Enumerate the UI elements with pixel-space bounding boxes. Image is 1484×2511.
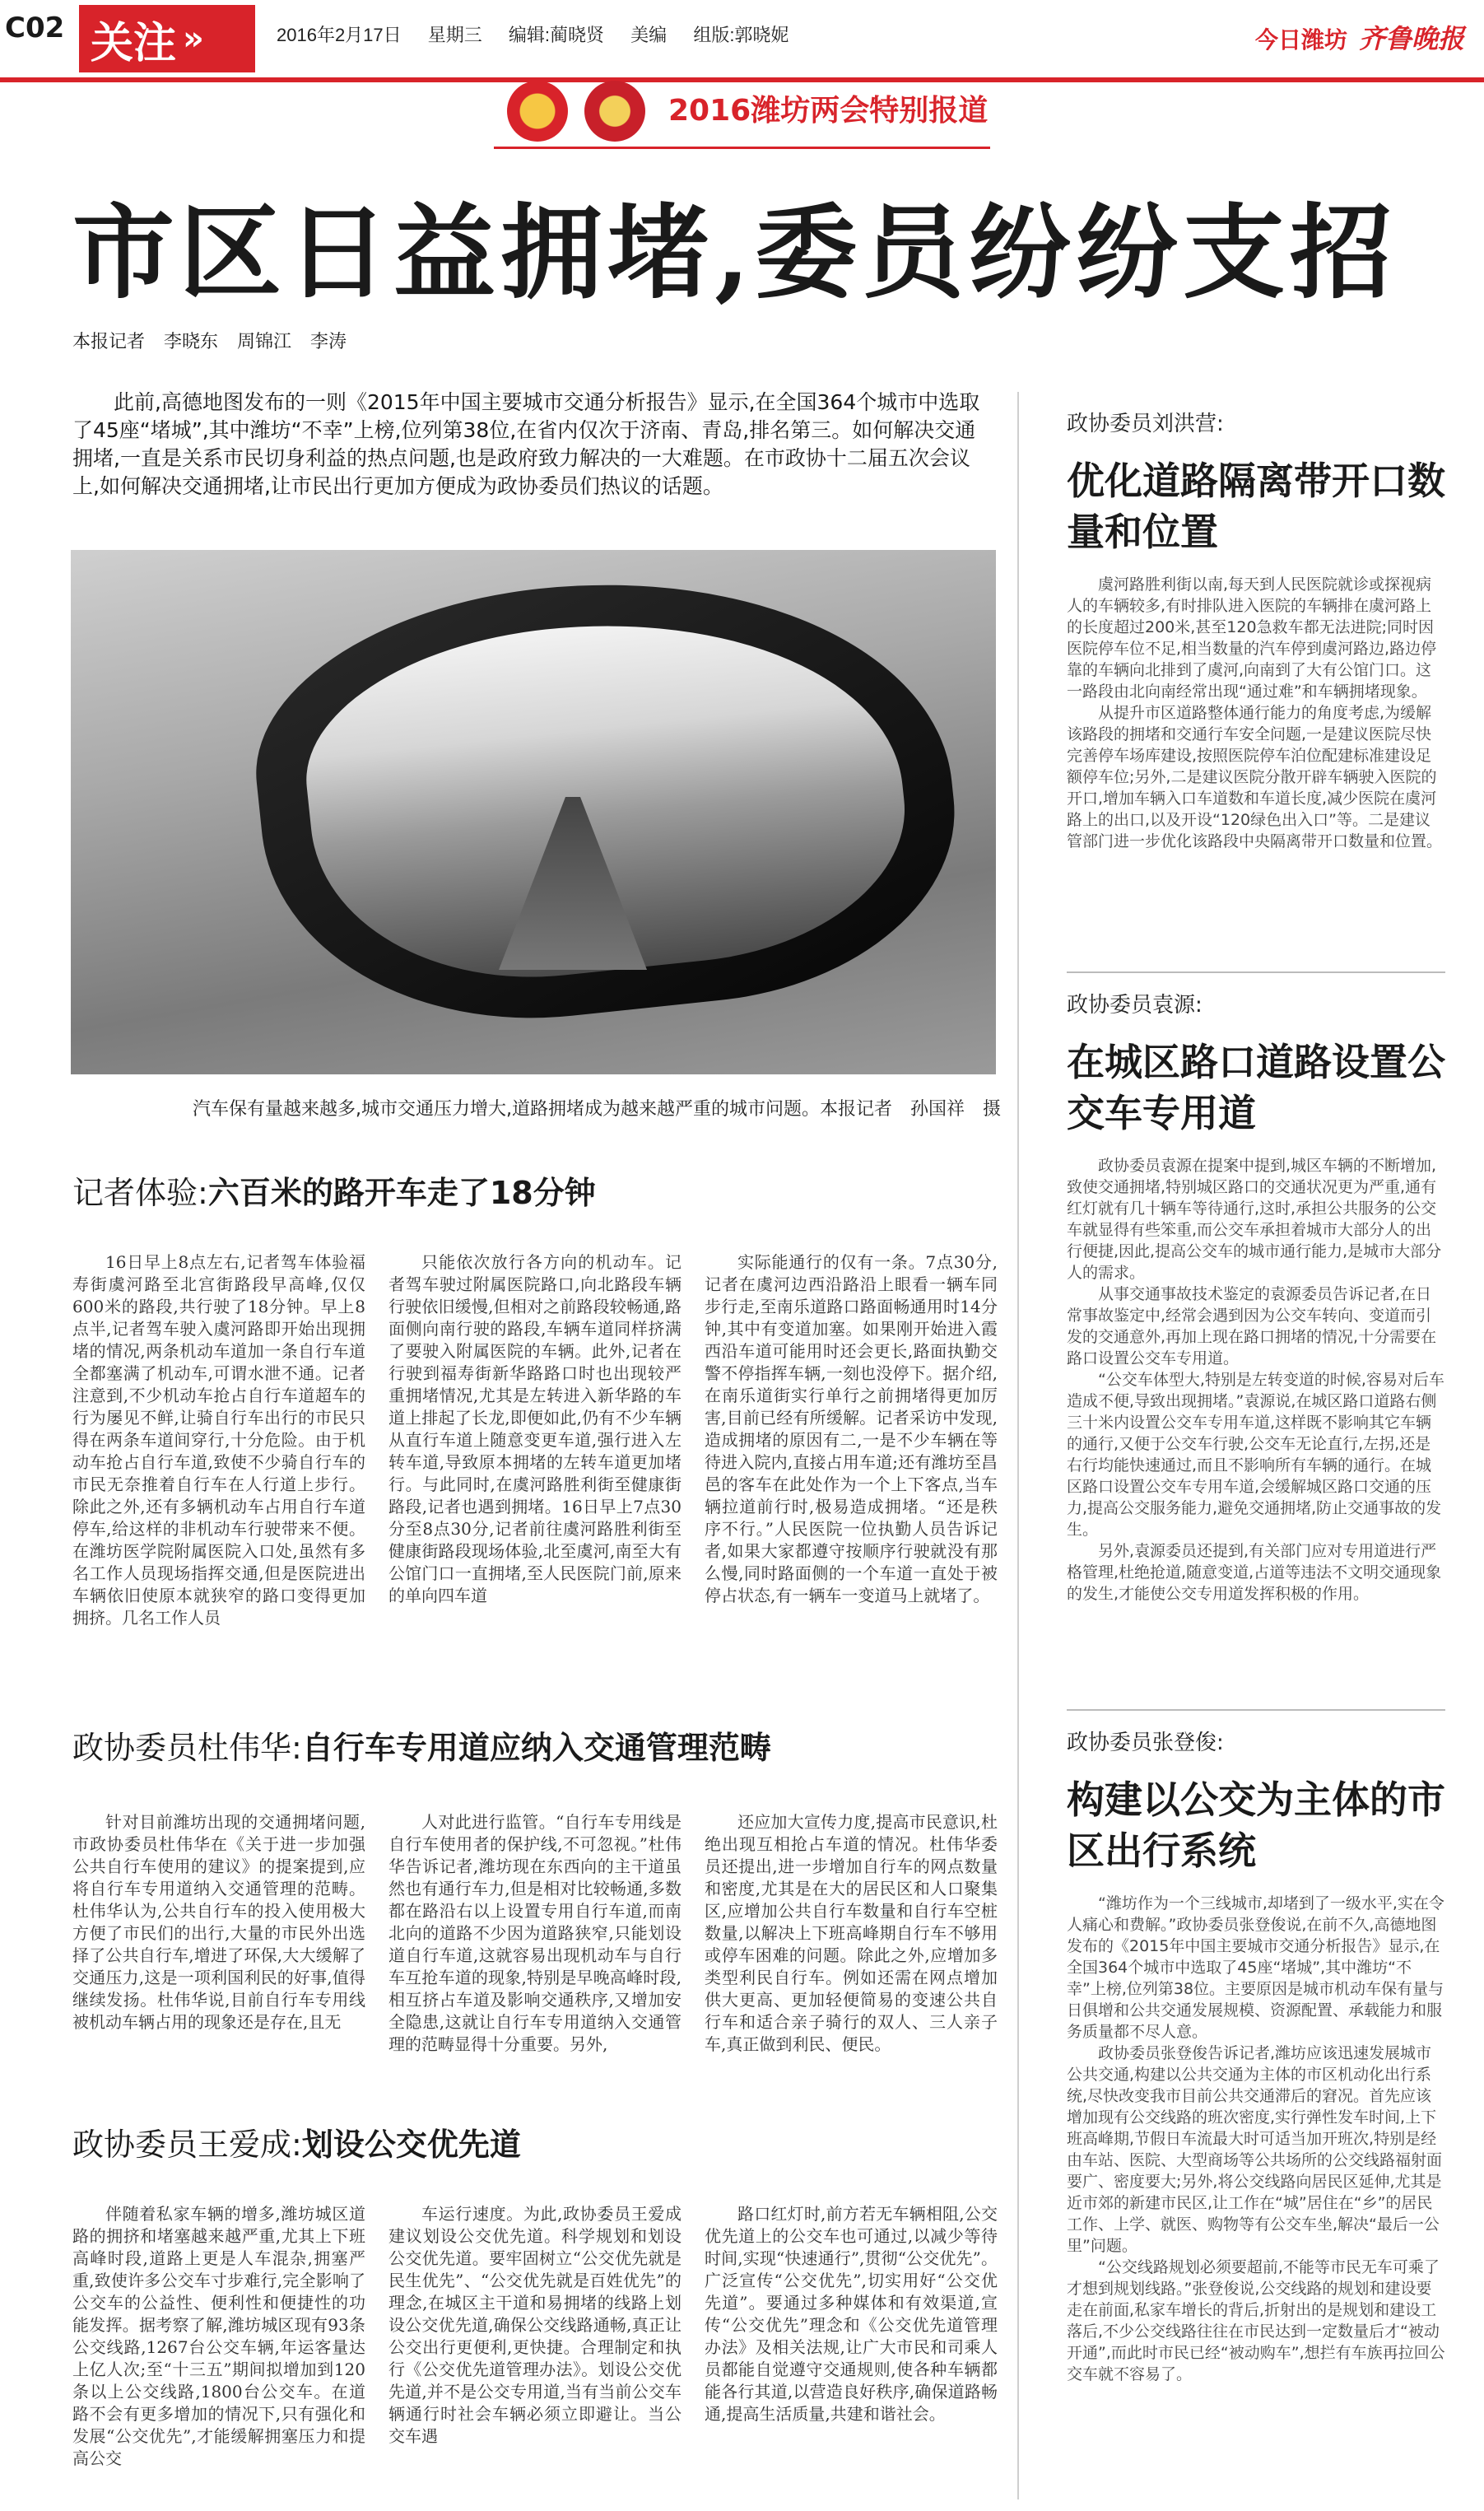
body-paragraph: 虞河路胜利街以南,每天到人民医院就诊或探视病人的车辆较多,有时排队进入医院的车辆排在虞河路上的长度超过200米,甚至120急救车都无法进院;同时因医院停车位不足,相当数量的汽车停到虞河路边,路边停靠的车辆向北排到了虞河,向南到了大有公馆门口。这一路段由北向南经常出现“通过难”和车辆拥堵现象。 xyxy=(1067,575,1437,701)
section-title-prefix: 政协委员王爱成: xyxy=(72,2127,302,2163)
byline-author: 周锦江 xyxy=(237,332,292,352)
body-paragraph: 车运行速度。为此,政协委员王爱成建议划设公交优先道。科学规划和划设公交优先道。要牢固树立“公交优先就是民生优先”、“公交优先就是百姓优先”的理念,在城区主干道和易拥堵的线路上划设公交优先道,确保公交线路通畅,真正让公交出行更便利,更快捷。合理制定和执行《公交优先道管理办法》。划设公交优先道,并不是公交专用道,当有当前公交车辆通行时社会车辆必须立即避让。当公交车遇 xyxy=(388,2204,682,2446)
section-title-main: 自行车专用道应纳入交通管理范畴 xyxy=(301,1730,771,1766)
photo-caption: 汽车保有量越来越多,城市交通压力增大,道路拥堵成为越来越严重的城市问题。本报记者 孙国祥 摄 xyxy=(193,1099,1001,1120)
channel-name: 今日潍坊 xyxy=(1254,26,1347,54)
body-paragraph: 实际能通行的仅有一条。7点30分,记者在虞河边西沿路沿上眼看一辆车同步行走,至南乐道路口路面畅通用时14分钟,其中有变道加塞。如果刚开始进入霞西沿车道可能用时还会更长,路面执勤交警不停指挥车辆,一刻也没停下。据介绍,在南乐道街实行单行之前拥堵得更加厉害,目前已经有所缓解。记者采访中发现,造成拥堵的原因有二,一是不少车辆在等待进入院内,直接占用车道;还有潍坊至昌邑的客车在此处作为一个上下客点,当车辆拉道前行时,极易造成拥堵。“还是秩序不行。”人民医院一位执勤人员告诉记者,如果大家都遵守按顺序行驶就没有那么慢,同时路面侧的一个车道一直处于被停占状态,有一辆车一变道马上就堵了。 xyxy=(705,1252,998,1605)
section-title-prefix: 政协委员杜伟华: xyxy=(72,1730,302,1766)
section-title-prefix: 记者体验: xyxy=(72,1175,208,1211)
byline xyxy=(72,328,360,353)
body-paragraph: 路口红灯时,前方若无车辆相阻,公交优先道上的公交车也可通过,以减少等待时间,实现“快速通行”,贯彻“公交优先”。广泛宣传“公交优先”,切实用好“公交优先道”。要通过多种媒体和有效渠道,宣传“公交优先”理念和《公交优先道管理办法》及相关法规,让广大市民和司乘人员都能自觉遵守交通规则,使各种车辆都能各行其道,以营造良好秩序,确保道路畅通,提高生活质量,共建和谐社会。 xyxy=(705,2204,998,2424)
header-rule xyxy=(0,77,1484,82)
proofreader: 组版:郭晓妮 xyxy=(693,25,789,45)
sidebar-divider xyxy=(1067,1709,1445,1711)
special-report-banner: 2016潍坊两会特别报道 xyxy=(668,94,989,128)
article-column xyxy=(388,1251,682,1607)
sidebar-label: 政协委员袁源: xyxy=(1067,993,1203,1018)
byline-author: 李晓东 xyxy=(164,332,219,352)
body-paragraph: 还应加大宣传力度,提高市民意识,杜绝出现互相抢占车道的情况。杜伟华委员还提出,进一步增加自行车的网点数量和密度,尤其是在大的居民区和人口聚集区,应增加公共自行车数量和自行车空桩数量,以解决上下班高峰期自行车不够用或停车困难的问题。除此之外,应增加多类型利民自行车。例如还需在网点增加供大更高、更加轻便简易的变速公共自行车和适合亲子骑行的双人、三人亲子车,真正做到利民、便民。 xyxy=(705,1812,998,2054)
section-title xyxy=(72,1722,771,1768)
page-title: 市区日益拥堵,委员纷纷支招 xyxy=(72,193,1398,313)
body-paragraph: 从事交通事故技术鉴定的袁源委员告诉记者,在日常事故鉴定中,经常会遇到因为公交车转向、变道而引发的交通意外,再加上现在路口拥堵的情况,十分需要在路口设置公交车专用道。 xyxy=(1067,1285,1437,1367)
sidebar-body xyxy=(1067,1155,1445,1605)
body-paragraph: 针对目前潍坊出现的交通拥堵问题,市政协委员杜伟华在《关于进一步加强公共自行车使用的建议》的提案提到,应将自行车专用道纳入交通管理的范畴。杜伟华认为,公共自行车的投入使用极大方便了市民们的出行,大量的市民外出选择了公共自行车,增进了环保,大大缓解了交通压力,这是一项利国利民的好事,值得继续发扬。杜伟华说,目前自行车专用线被机动车辆占用的现象还是存在,且无 xyxy=(72,1812,365,2032)
sidebar-body xyxy=(1067,574,1445,852)
sidebar-title: 优化道路隔离带开口数量和位置 xyxy=(1067,459,1445,554)
body-paragraph: “公交线路规划必须要超前,不能等市民无车可乘了才想到规划线路。”张登俊说,公交线路的规划和建设要走在前面,私家车增长的背后,折射出的是规划和建设工落后,不少公交线路往往在市民达到一定数量后才“被动开通”,而此时市民已经“被动购车”,想拦有车族再拉回公交车就不容易了。 xyxy=(1067,2258,1445,2383)
editor: 编辑:蔺晓贤 xyxy=(508,25,605,45)
article-column xyxy=(388,2203,682,2448)
body-paragraph: “公交车体型大,特别是左转变道的时候,容易对后车造成不便,导致出现拥堵。”袁源说,在城区路口道路右侧三十米内设置公交车专用车道,这样既不影响其它车辆的通行,又便于公交车行驶,公交车无论直行,左拐,还是右行均能快速通过,而且不影响所有车辆的通行。在城区路口设置公交车专用车道,会缓解城区路口交通的压力,提高公交服务能力,避免交通拥堵,防止交通事故的发生。 xyxy=(1067,1371,1444,1539)
sidebar-item xyxy=(1067,988,1445,1605)
sidebar-title: 构建以公交为主体的市区出行系统 xyxy=(1067,1777,1445,1873)
national-emblem-icon xyxy=(507,81,568,142)
page-number: C02 xyxy=(5,12,65,44)
section-label: 关注 xyxy=(91,18,177,68)
sidebar-divider xyxy=(1067,971,1445,973)
body-paragraph: 另外,袁源委员还提到,有关部门应对专用道进行严格管理,杜绝抢道,随意变道,占道等违法不文明交通现象的发生,才能使公交专用道发挥积极的作用。 xyxy=(1067,1542,1442,1603)
cppcc-emblem-icon xyxy=(584,81,645,142)
sidebar-label: 政协委员刘洪营: xyxy=(1067,412,1224,436)
article-column xyxy=(72,1811,365,2033)
special-report-rule xyxy=(494,147,990,149)
body-paragraph: 人对此进行监管。“自行车专用线是自行车使用者的保护线,不可忽视。”杜伟华告诉记者,潍坊现在东西向的主干道虽然也有通行车力,但是相对比较畅通,多数都在路沿右以上设置专用自行车道,而南北向的道路不少因为道路狭窄,只能划设道自行车道,这就容易出现机动车与自行车互抢车道的现象,特别是早晚高峰时段,相互挤占车道及影响交通秩序,又增加安全隐患,这就让自行车专用道纳入交通管理的范畴显得十分重要。另外, xyxy=(388,1812,682,2054)
sidebar-item xyxy=(1067,407,1445,852)
traffic-mirror-photo xyxy=(71,550,996,1074)
body-paragraph: 16日早上8点左右,记者驾车体验福寿街虞河路至北宫街路段早高峰,仅仅600米的路段,共行驶了18分钟。早上8点半,记者驾车驶入虞河路即开始出现拥堵的情况,两条机动车道加一条自行车道全都塞满了机动车,可谓水泄不通。记者注意到,不少机动车抢占自行车道超车的行为屡见不鲜,让骑自行车出行的市民只得在两条车道间穿行,十分危险。由于机动车抢占自行车道,致使不少骑自行车的市民无奈推着自行车在人行道上步行。除此之外,还有多辆机动车占用自行车道停车,给这样的非机动车行驶带来不便。在潍坊医学院附属医院入口处,虽然有多名工作人员现场指挥交通,但是医院进出车辆依旧使原本就狭窄的路口变得更加拥挤。几名工作人员 xyxy=(72,1252,365,1628)
chevron-right-icon: » xyxy=(183,20,204,58)
section-title xyxy=(72,1167,596,1213)
body-paragraph: 伴随着私家车辆的增多,潍坊城区道路的拥挤和堵塞越来越严重,尤其上下班高峰时段,道路上更是人车混杂,拥塞严重,致使许多公交车寸步难行,完全影响了公交车的公益性、便利性和便捷性的功能发挥。据考察了解,潍坊城区现有93条公交线路,1267台公交车辆,年运客量达上亿人次;至“十三五”期间拟增加到120条以上公交线路,1800台公交车。在道路不会有更多增加的情况下,只有强化和发展“公交优先”,才能缓解拥塞压力和提高公交 xyxy=(72,2204,365,2468)
article-column xyxy=(72,1251,365,1629)
body-paragraph: 政协委员张登俊告诉记者,潍坊应该迅速发展城市公共交通,构建以公共交通为主体的市区机动化出行系统,尽快改变我市目前公共交通滞后的窘况。首先应该增加现有公交线路的班次密度,实行弹性发车时间,上下班高峰期,节假日车流最大时可适当加开班次,特别是经由车站、医院、大型商场等公共场所的公交线路福射面要广、密度要大;另外,将公交线路向居民区延伸,尤其是近市郊的新建市民区,让工作在“城”居住在“乡”的居民工作、上学、就医、购物等有公交车坐,解决“最后一公里”问题。 xyxy=(1067,2044,1443,2255)
section-title-main: 六百米的路开车走了18分钟 xyxy=(207,1175,596,1211)
masthead-brand xyxy=(1255,18,1464,56)
issue-date: 2016年2月17日 xyxy=(277,25,402,45)
section-title xyxy=(72,2119,521,2164)
designer: 美编 xyxy=(630,25,668,45)
body-paragraph: “潍坊作为一个三线城市,却堵到了一级水平,实在令人痛心和费解。”政协委员张登俊说,在前不久,高德地图发布的《2015年中国主要城市交通分析报告》显示,在全国364个城市中选取了45座“堵城”,其中潍坊“不幸”上榜,位列第38位。主要原因是城市机动车保有量与日俱增和公共交通发展规模、资源配置、承载能力和服务质量都不尽人意。 xyxy=(1067,1894,1444,2041)
article-column xyxy=(72,2203,365,2470)
article-column xyxy=(705,1251,998,1607)
body-paragraph: 只能依次放行各方向的机动车。记者驾车驶过附属医院路口,向北路段车辆行驶依旧缓慢,但相对之前路段较畅通,路面侧向南行驶的路段,车辆车道同样挤满了要驶入附属医院的车辆。此外,记者在行驶到福寿街新华路路口时也出现较严重拥堵情况,尤其是左转进入新华路的车道上排起了长龙,即便如此,仍有不少车辆从直行车道上随意变更车道,强行进入左转车道,导致原本拥堵的左转车道更加堵行。与此同时,在虞河路胜利街至健康街路段,记者也遇到拥堵。16日早上7点30分至8点30分,记者前往虞河路胜利街至健康街路段现场体验,北至虞河,南至大有公馆门口一直拥堵,至人民医院门前,原来的单向四车道 xyxy=(388,1252,682,1605)
byline-author: 李涛 xyxy=(310,332,347,352)
body-paragraph: 政协委员袁源在提案中提到,城区车辆的不断增加,致使交通拥堵,特别城区路口的交通状况更为严重,通有红灯就有几十辆车等待通行,这时,承担公共服务的公交车就显得有些笨重,而公交车承担着城市大部分人的出行便捷,因此,提高公交车的城市通行能力,是城市大部分人的需求。 xyxy=(1067,1157,1442,1282)
sidebar-item xyxy=(1067,1726,1445,2385)
body-paragraph: 从提升市区道路整体通行能力的角度考虑,为缓解该路段的拥堵和交通行车安全问题,一是建议医院尽快完善停车场库建设,按照医院停车泊位配建标准建设足额停车位;另外,二是建议医院分散开辟车辆驶入医院的开口,增加车辆入口车道数和车道长度,减少医院在虞河路上的出口,以及开设“120绿色出入口”等。二是建议管部门进一步优化该路段中央隔离带开口数量和位置。 xyxy=(1067,704,1443,850)
sidebar-body xyxy=(1067,1893,1445,2385)
column-divider xyxy=(1017,392,1019,2499)
sidebar-label: 政协委员张登俊: xyxy=(1067,1731,1224,1755)
article-column xyxy=(705,2203,998,2425)
newspaper-logo: 齐鲁晚报 xyxy=(1358,23,1464,54)
header-meta xyxy=(277,21,810,47)
section-tab xyxy=(79,5,255,72)
article-column xyxy=(705,1811,998,2056)
byline-label: 本报记者 xyxy=(72,332,146,352)
intro-paragraph: 此前,高德地图发布的一则《2015年中国主要城市交通分析报告》显示,在全国364个城市中选取了45座“堵城”,其中潍坊“不幸”上榜,位列第38位,在省内仅次于济南、青岛,排名第三。如何解决交通拥堵,一直是关系市民切身利益的热点问题,也是政府致力解决的一大难题。在市政协十二届五次会议上,如何解决交通拥堵,让市民出行更加方便成为政协委员们热议的话题。 xyxy=(72,390,980,498)
section-title-main: 划设公交优先道 xyxy=(301,2127,521,2163)
article-column xyxy=(388,1811,682,2056)
issue-weekday: 星期三 xyxy=(427,25,482,45)
sidebar-title: 在城区路口道路设置公交车专用道 xyxy=(1067,1040,1445,1135)
